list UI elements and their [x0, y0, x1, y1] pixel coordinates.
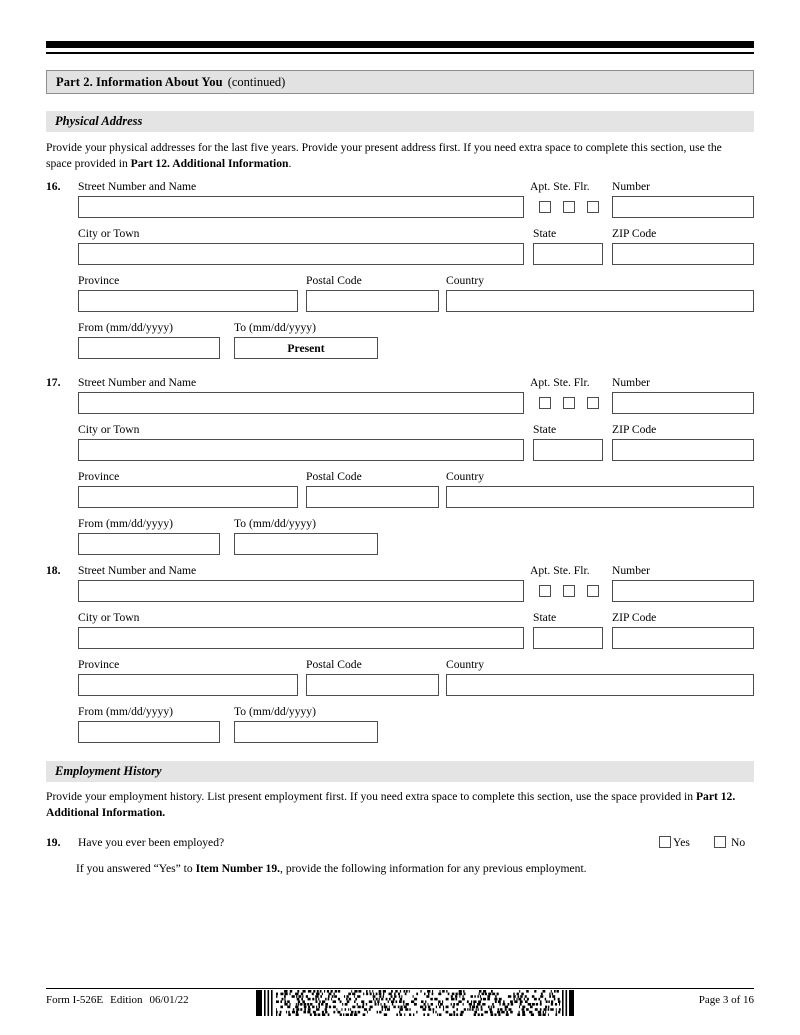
input-city-16[interactable]	[78, 243, 524, 265]
to-value-16: Present	[287, 341, 325, 355]
label-country-17: Country	[446, 470, 485, 483]
employment-intro-text-1: Provide your employment history. List present employment first. If you need extra space to complete this section, use the space provided in	[46, 790, 696, 803]
note-item-19	[76, 861, 736, 877]
input-city-17[interactable]	[78, 439, 524, 461]
label-postal-code-17: Postal Code	[306, 470, 362, 483]
label-number-16: Number	[612, 180, 650, 193]
label-zip-18: ZIP Code	[612, 611, 657, 624]
checkbox-apt-16[interactable]	[539, 201, 551, 213]
input-postal-code-18[interactable]	[306, 674, 439, 696]
item-number-17: 17.	[46, 376, 61, 389]
section-title-physical-address: Physical Address	[55, 114, 143, 128]
physical-address-instructions	[46, 140, 746, 171]
checkbox-ste-16[interactable]	[563, 201, 575, 213]
label-country-16: Country	[446, 274, 485, 287]
input-from-17[interactable]	[78, 533, 220, 555]
input-country-16[interactable]	[446, 290, 754, 312]
checkbox-flr-16[interactable]	[587, 201, 599, 213]
input-country-17[interactable]	[446, 486, 754, 508]
physical-intro-text-1: Provide your physical addresses for the last five years. Provide your present address first. If you need extra space to complete this section, use the space provided in	[46, 141, 722, 170]
part-header-continued: (continued)	[227, 74, 286, 89]
label-country-18: Country	[446, 658, 485, 671]
input-number-18[interactable]	[612, 580, 754, 602]
label-street-18: Street Number and Name	[78, 564, 197, 577]
label-to-16: To (mm/dd/yyyy)	[234, 321, 316, 334]
input-to-16[interactable]	[234, 337, 378, 359]
note-19-text-1: If you answered “Yes” to	[76, 862, 196, 875]
label-apt-ste-flr-17: Apt. Ste. Flr.	[530, 376, 590, 389]
input-city-18[interactable]	[78, 627, 524, 649]
checkbox-apt-18[interactable]	[539, 585, 551, 597]
label-apt-ste-flr-18: Apt. Ste. Flr.	[530, 564, 590, 577]
input-zip-16[interactable]	[612, 243, 754, 265]
pdf417-barcode	[256, 990, 576, 1016]
label-province-18: Province	[78, 658, 120, 671]
label-from-18: From (mm/dd/yyyy)	[78, 705, 174, 718]
label-state-16: State	[533, 227, 557, 240]
footer-form-number: Form I-526E	[46, 994, 104, 1006]
input-street-17[interactable]	[78, 392, 524, 414]
input-province-18[interactable]	[78, 674, 298, 696]
label-to-18: To (mm/dd/yyyy)	[234, 705, 316, 718]
input-state-18[interactable]	[533, 627, 603, 649]
section-title-employment-history: Employment History	[55, 764, 162, 778]
checkbox-yes-19[interactable]	[659, 836, 671, 848]
label-no-19: No	[731, 836, 746, 849]
checkbox-apt-17[interactable]	[539, 397, 551, 409]
input-street-16[interactable]	[78, 196, 524, 218]
input-postal-code-16[interactable]	[306, 290, 439, 312]
input-province-16[interactable]	[78, 290, 298, 312]
note-19-text-2: , provide the following information for any previous employment.	[280, 862, 587, 875]
label-street-16: Street Number and Name	[78, 180, 197, 193]
label-province-17: Province	[78, 470, 120, 483]
input-zip-18[interactable]	[612, 627, 754, 649]
label-from-17: From (mm/dd/yyyy)	[78, 517, 174, 530]
section-header-employment-history	[46, 761, 754, 782]
employment-history-instructions	[46, 789, 736, 820]
item-number-18: 18.	[46, 564, 61, 577]
label-street-17: Street Number and Name	[78, 376, 197, 389]
top-rule-thin	[46, 52, 754, 54]
footer-edition-date: 06/01/22	[149, 994, 189, 1006]
label-to-17: To (mm/dd/yyyy)	[234, 517, 316, 530]
label-state-18: State	[533, 611, 557, 624]
footer-rule	[46, 988, 754, 989]
part-header-title: Part 2. Information About You	[56, 74, 223, 89]
item-number-19: 19.	[46, 836, 61, 849]
label-number-18: Number	[612, 564, 650, 577]
footer-page-number: Page 3 of 16	[698, 994, 754, 1006]
label-city-18: City or Town	[78, 611, 140, 624]
question-19: Have you ever been employed?	[78, 836, 225, 849]
input-state-17[interactable]	[533, 439, 603, 461]
label-number-17: Number	[612, 376, 650, 389]
note-19-bold: Item Number 19.	[195, 862, 281, 875]
label-postal-code-16: Postal Code	[306, 274, 362, 287]
item-number-16: 16.	[46, 180, 61, 193]
footer-edition-label: Edition	[110, 994, 143, 1006]
input-to-17[interactable]	[234, 533, 378, 555]
employment-intro-bold: Part 12. Additional Information.	[46, 790, 736, 819]
label-postal-code-18: Postal Code	[306, 658, 362, 671]
label-zip-16: ZIP Code	[612, 227, 657, 240]
label-from-16: From (mm/dd/yyyy)	[78, 321, 174, 334]
input-number-17[interactable]	[612, 392, 754, 414]
physical-intro-text-2: .	[288, 156, 292, 170]
input-country-18[interactable]	[446, 674, 754, 696]
input-from-16[interactable]	[78, 337, 220, 359]
label-city-16: City or Town	[78, 227, 140, 240]
checkbox-ste-18[interactable]	[563, 585, 575, 597]
label-city-17: City or Town	[78, 423, 140, 436]
input-street-18[interactable]	[78, 580, 524, 602]
label-apt-ste-flr-16: Apt. Ste. Flr.	[530, 180, 590, 193]
input-zip-17[interactable]	[612, 439, 754, 461]
checkbox-flr-17[interactable]	[587, 397, 599, 409]
footer-form-info	[46, 994, 189, 1006]
label-yes-19: Yes	[673, 836, 690, 849]
input-from-18[interactable]	[78, 721, 220, 743]
input-province-17[interactable]	[78, 486, 298, 508]
part-header-bar	[46, 70, 754, 94]
checkbox-ste-17[interactable]	[563, 397, 575, 409]
input-state-16[interactable]	[533, 243, 603, 265]
checkbox-flr-18[interactable]	[587, 585, 599, 597]
label-state-17: State	[533, 423, 557, 436]
input-to-18[interactable]	[234, 721, 378, 743]
label-province-16: Province	[78, 274, 120, 287]
top-rule-thick	[46, 41, 754, 48]
physical-intro-bold: Part 12. Additional Information	[130, 156, 289, 170]
input-postal-code-17[interactable]	[306, 486, 439, 508]
section-header-physical-address	[46, 111, 754, 132]
label-zip-17: ZIP Code	[612, 423, 657, 436]
checkbox-no-19[interactable]	[714, 836, 726, 848]
input-number-16[interactable]	[612, 196, 754, 218]
